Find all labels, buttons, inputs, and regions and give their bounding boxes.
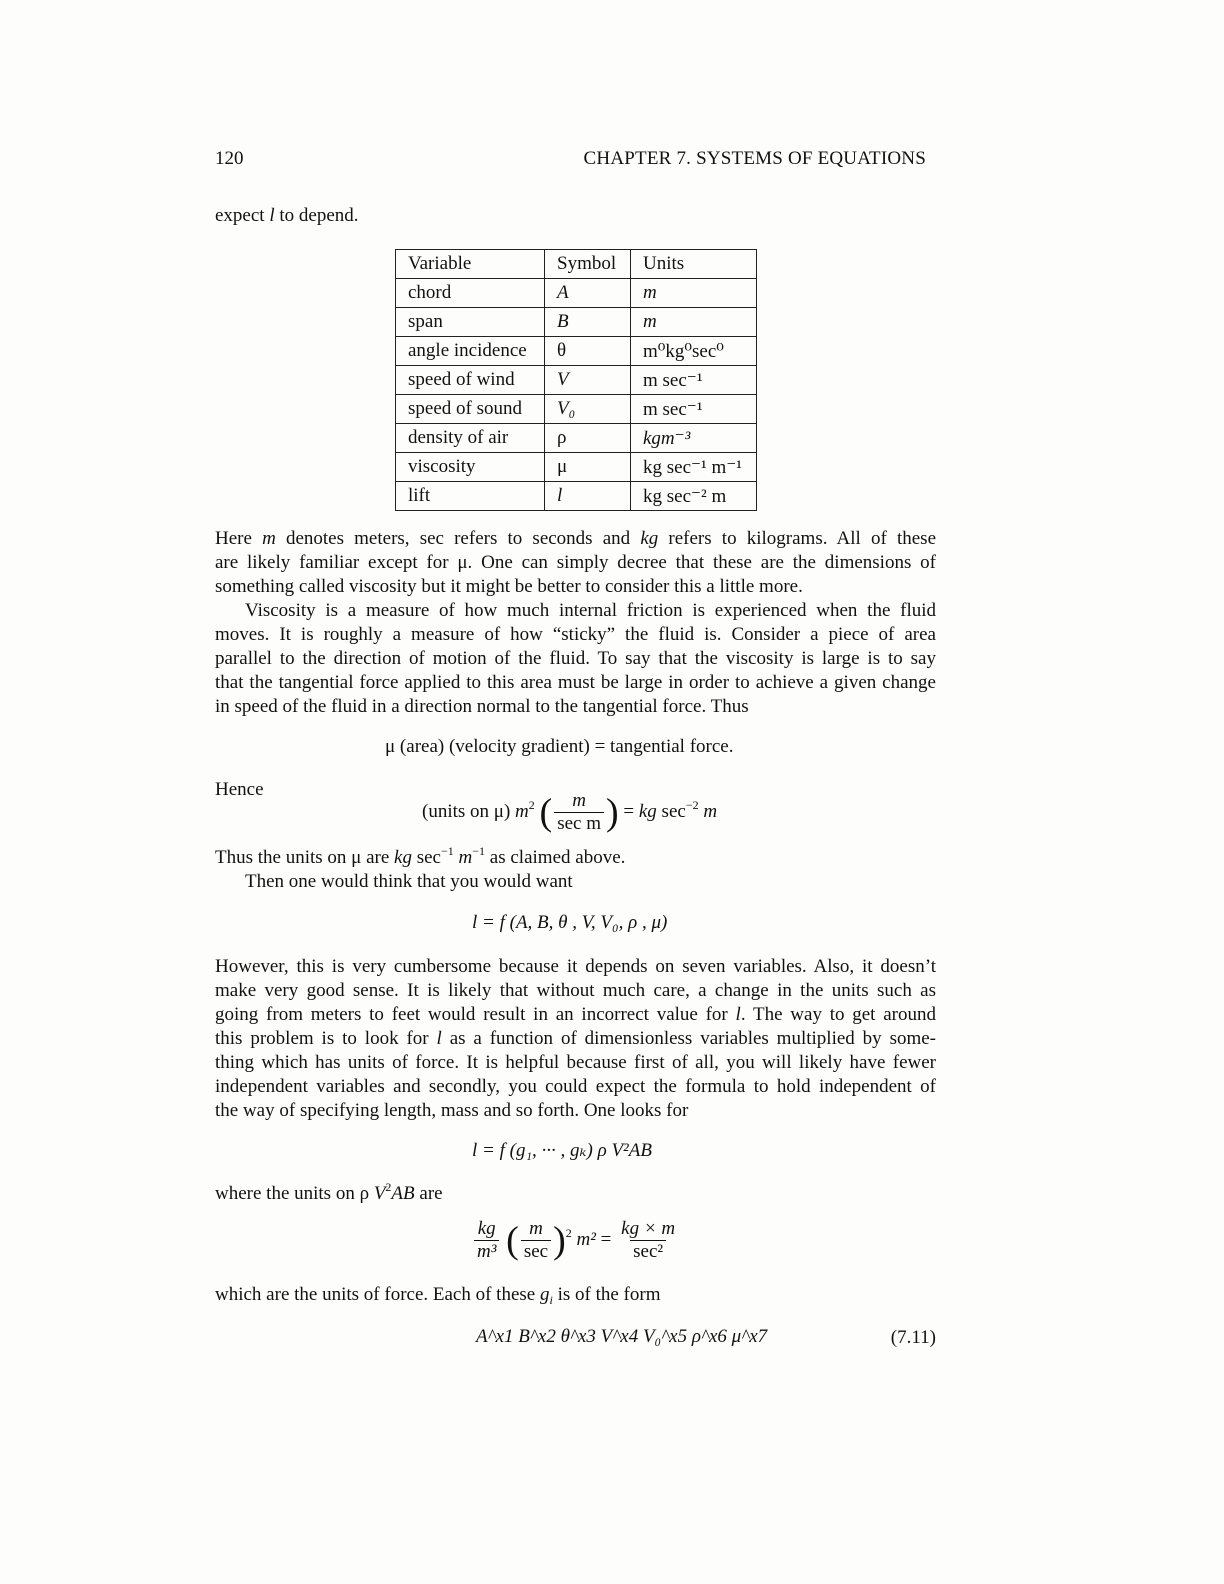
equation-force-units: $\frac{kg}{\text{m³}}$ ( $\frac{m}{\sec}$ )$^2$ m² = $\frac{kg \times m}{\text{sec²}}$ bbox=[472, 1218, 680, 1263]
paragraph-claimed: Thus the units on μ are kg $\sec^{-1} m^{-1}$ as claimed above. bbox=[215, 844, 626, 868]
hence-label: Hence bbox=[215, 779, 264, 800]
equation-product-form: A^x1 B^x2 θ^x3 V^x4 V₀^x5 ρ^x6 μ^x7 bbox=[476, 1326, 768, 1347]
running-head: CHAPTER 7. SYSTEMS OF EQUATIONS bbox=[583, 148, 926, 169]
table-cell-units: kg sec⁻¹ m⁻¹ bbox=[631, 453, 757, 482]
table-cell-variable: density of air bbox=[396, 424, 545, 453]
equation-number: (7.11) bbox=[890, 1327, 936, 1348]
table-cell-symbol: θ bbox=[545, 337, 631, 366]
table-row bbox=[396, 337, 757, 366]
table-cell-units: m⁰kg⁰sec⁰ bbox=[631, 337, 757, 366]
variables-table bbox=[395, 249, 757, 511]
equation-lift-function: l = f (A, B, θ , V, V₀, ρ , μ) bbox=[472, 912, 668, 933]
equation-dimensionless: l = f (g₁, ··· , gₖ) ρ V²AB bbox=[472, 1140, 652, 1161]
intro-line: expect l to depend. bbox=[215, 205, 359, 226]
table-cell-symbol: V bbox=[545, 366, 631, 395]
table-cell-units: m bbox=[631, 308, 757, 337]
table-header: Units bbox=[631, 250, 757, 279]
table-cell-units: m sec⁻¹ bbox=[631, 395, 757, 424]
table-cell-units: kg sec⁻² m bbox=[631, 482, 757, 511]
table-row bbox=[396, 279, 757, 308]
table-row bbox=[396, 366, 757, 395]
table-row bbox=[396, 308, 757, 337]
paragraph-cumbersome: However, this is very cumbersome because it depends on seven variables. Also, it doesn’t make very good sense. It is likely that without much care, a change in the units such as going from meters to feet would result in an incorrect value for l. The way to get around this problem is to look for l as a function of dimensionless variables multiplied by some- thing which has units of force. It is helpful because first of all, you will likely have fewer independent variables and secondly, you could expect the formula to hold independent of the way of specifying length, mass and so forth. One looks for bbox=[215, 956, 937, 1121]
table-cell-variable: lift bbox=[396, 482, 545, 511]
table-cell-symbol: B bbox=[545, 308, 631, 337]
table-cell-variable: chord bbox=[396, 279, 545, 308]
table-header: Symbol bbox=[545, 250, 631, 279]
table-cell-variable: speed of sound bbox=[396, 395, 545, 424]
table-cell-symbol: l bbox=[545, 482, 631, 511]
table-row bbox=[396, 453, 757, 482]
table-cell-variable: viscosity bbox=[396, 453, 545, 482]
page-number: 120 bbox=[215, 148, 244, 169]
table-cell-symbol: V₀ bbox=[545, 395, 631, 424]
table-cell-units: m sec⁻¹ bbox=[631, 366, 757, 395]
table-cell-variable: angle incidence bbox=[396, 337, 545, 366]
table-cell-symbol: A bbox=[545, 279, 631, 308]
table-cell-symbol: ρ bbox=[545, 424, 631, 453]
table-header-row bbox=[396, 250, 757, 279]
equation-mu-units: (units on μ) $m^2$ ( $\frac{m}{\text{sec m}}$ ) = kg $\sec^{-2} m$ bbox=[422, 790, 718, 834]
table-row bbox=[396, 395, 757, 424]
table-cell-units: kgm⁻³ bbox=[631, 424, 757, 453]
table-cell-units: m bbox=[631, 279, 757, 308]
table-row bbox=[396, 424, 757, 453]
table-header: Variable bbox=[396, 250, 545, 279]
paragraph-form: which are the units of force. Each of these $g_i$ is of the form bbox=[215, 1284, 661, 1307]
paragraph-want: Then one would think that you would want bbox=[245, 871, 573, 892]
paragraph-where-units: where the units on ρ $V^2AB$ are bbox=[215, 1180, 443, 1204]
table-cell-variable: speed of wind bbox=[396, 366, 545, 395]
table-row bbox=[396, 482, 757, 511]
table-cell-variable: span bbox=[396, 308, 545, 337]
table-cell-symbol: μ bbox=[545, 453, 631, 482]
paragraph-units: Here m denotes meters, sec refers to seconds and kg refers to kilograms. All of these are likely familiar except for μ. One can simply decree that these are the dimensions of something called viscosity but it might be better to consider this a little more. bbox=[215, 528, 937, 597]
paragraph-viscosity: Viscosity is a measure of how much internal friction is experienced when the fluid moves. It is roughly a measure of how “sticky” the fluid is. Consider a piece of area parallel to the direction of motion of the fluid. To say that the viscosity is large is to say that the tangential force applied to this area must be large in order to achieve a given change in speed of the fluid in a direction normal to the tangential force. Thus bbox=[215, 600, 936, 717]
equation-tangential-force: μ (area) (velocity gradient) = tangential force. bbox=[385, 736, 734, 757]
